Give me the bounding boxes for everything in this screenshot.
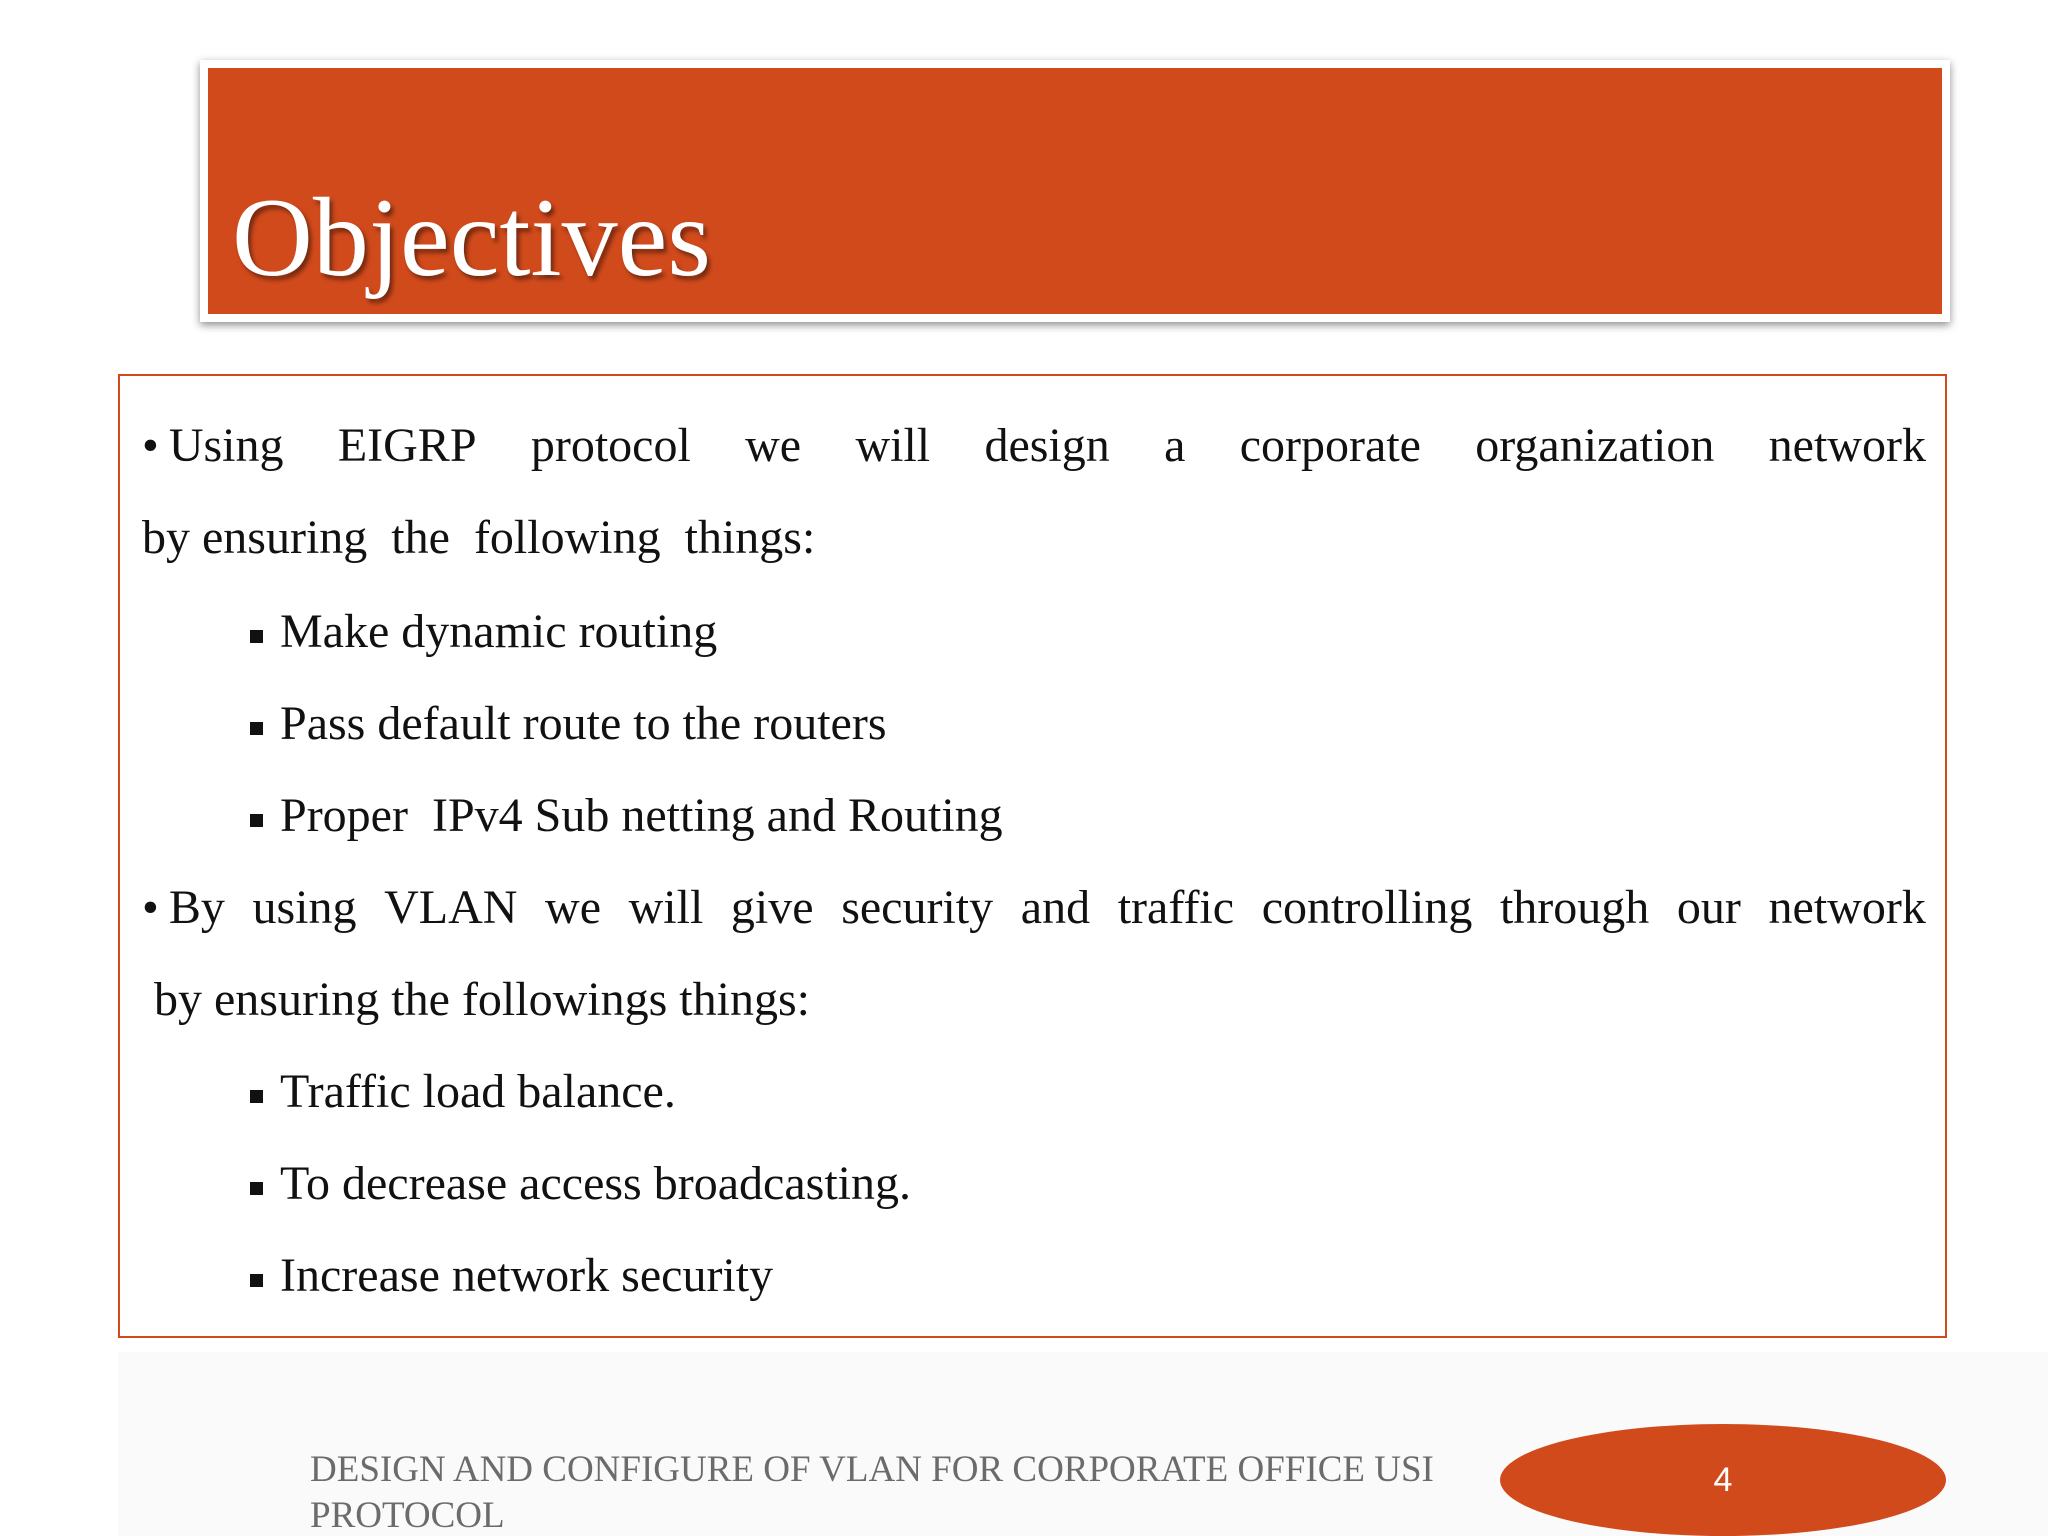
bullet-2-word: through <box>1499 881 1650 934</box>
square-bullet-icon <box>250 722 263 735</box>
page-number: 4 <box>1713 1460 1733 1499</box>
sub-item: Traffic load balance. <box>280 1065 676 1118</box>
sub-item: Pass default route to the routers <box>280 697 887 750</box>
bullet-1-continuation: by ensuring the following things: <box>142 511 816 564</box>
bullet-1-word: EIGRP <box>337 419 477 472</box>
bullet-2-word: using <box>252 881 357 934</box>
bullet-1-word: design <box>984 419 1110 472</box>
bullet-1-word: corporate <box>1239 419 1421 472</box>
slide-title: Objectives <box>232 176 711 300</box>
bullet-1-line <box>142 418 1926 474</box>
footer-text-line-1: DESIGN AND CONFIGURE OF VLAN FOR CORPORATE OFFICE USI <box>310 1449 1434 1490</box>
square-bullet-icon <box>250 1182 263 1195</box>
sub-item: Proper IPv4 Sub netting and Routing <box>280 789 1003 842</box>
square-bullet-icon <box>250 814 263 827</box>
bullet-1-word: network <box>1768 419 1926 472</box>
bullet-1-word: organization <box>1475 419 1715 472</box>
bullet-1-word: protocol <box>530 419 691 472</box>
bullet-2-word: give <box>730 881 814 934</box>
bullet-2-word: security <box>841 881 994 934</box>
sub-item: Make dynamic routing <box>280 605 718 658</box>
sub-item: Increase network security <box>280 1249 774 1302</box>
footer-text-line-2: PROTOCOL <box>310 1495 505 1536</box>
bullet-1-word: a <box>1164 419 1186 472</box>
square-bullet-icon <box>250 630 263 643</box>
title-banner <box>200 60 1950 322</box>
bullet-2-continuation: by ensuring the followings things: <box>154 973 810 1026</box>
bullet-2-word: will <box>628 881 704 934</box>
content-box <box>118 374 1947 1338</box>
bullet-2-word: VLAN <box>384 881 518 934</box>
bullet-2-word: traffic <box>1117 881 1235 934</box>
square-bullet-icon <box>250 1090 263 1103</box>
bullet-2-word: we <box>545 881 601 934</box>
bullet-1-word: we <box>745 419 802 472</box>
square-bullet-icon <box>250 1274 263 1287</box>
bullet-2-word: our <box>1676 881 1741 934</box>
bullet-2-word: network <box>1768 881 1926 934</box>
bullet-1-word: • Using <box>142 419 284 472</box>
bullet-2-word: and <box>1020 881 1091 934</box>
bullet-1-word: will <box>855 419 931 472</box>
bullet-2-word: controlling <box>1261 881 1473 934</box>
bullet-2-word: • By <box>142 881 225 934</box>
sub-item: To decrease access broadcasting. <box>280 1157 911 1210</box>
bullet-dot-icon: • <box>142 881 159 934</box>
bullet-2-line <box>142 880 1926 936</box>
bullet-dot-icon: • <box>142 419 159 472</box>
page-number-badge <box>1500 1424 1946 1536</box>
